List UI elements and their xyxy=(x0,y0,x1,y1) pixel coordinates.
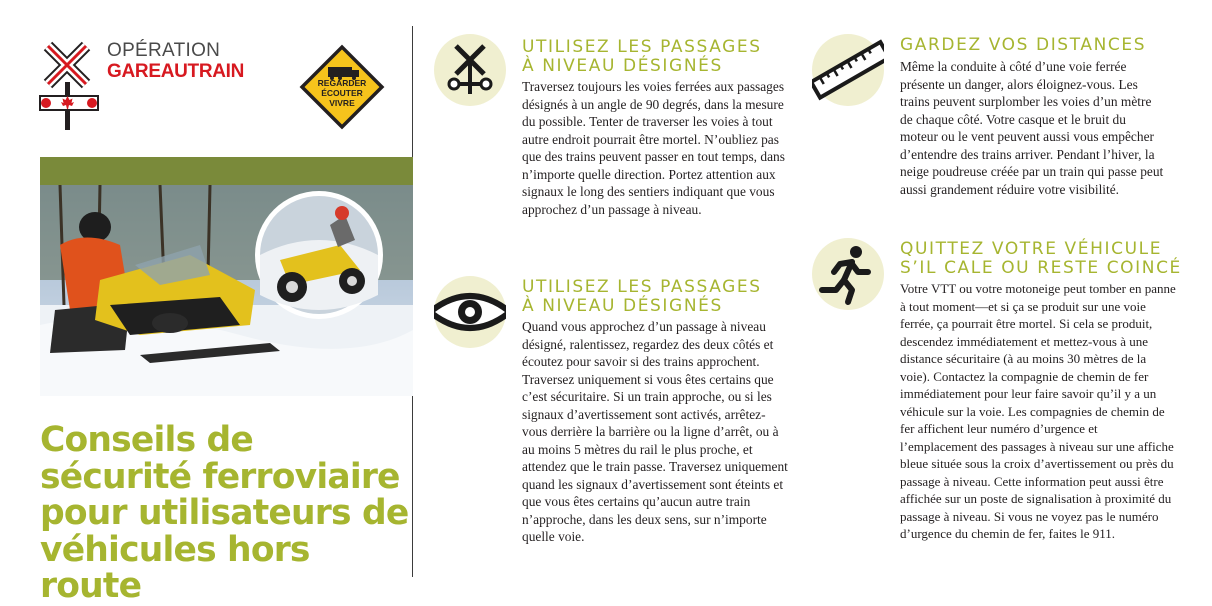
sign-text xyxy=(297,78,387,108)
section-1-body: Traversez toujours les voies ferrées aux passages désignés à un angle de 90 degrés, dans la mesure du possible. Tenter de traverser les voies à tout autre endroit pourrait être mortel. N’oubliez pas que des trains peuvent passer en tout temps, dans n’importe quelle direction. Portez attention aux signaux le long des sentiers indiquant que vous approchez d’un passage à niveau. xyxy=(522,79,785,217)
snowmobile-atv-photo xyxy=(40,185,413,396)
section-3-icon-bg xyxy=(812,34,884,106)
section-1-icon-bg xyxy=(434,34,506,106)
railway-crossing-icon xyxy=(434,34,506,106)
ruler-icon xyxy=(812,34,884,106)
section-4-icon-bg xyxy=(812,238,884,310)
section-2-icon-bg xyxy=(434,276,506,348)
section-3-body: Même la conduite à côté d’une voie ferrée présente un danger, alors éloignez-vous. Les trains peuvent surplomber les voies d’un mètre de chaque côté. Votre casque et le bruit du moteur ou le vent peuvent aussi vous empêcher d’entendre des trains arriver. Pendant l’hiver, la neige poudreuse créée par un train qui passe peut aussi grandement réduire votre visibilité. xyxy=(900,59,1164,197)
section-4-body: Votre VTT ou votre motoneige peut tomber en panne à tout moment—et si ça se produit sur une voie ferrée, ça pourrait être mortel. Si cela se produit, descendez immédiatement et mettez-vous à une distance sécuritaire (à au moins 30 mètres de la voie). Contactez la compagnie de chemin de fer immédiatement pour leur faire savoir qu’il y a un véhicule sur la voie. Les compagnies de chemin de fer affichent leur numéro d’urgence et l’emplacement des passages à niveau sur une affiche bleue située sous la croix d’avertissement ou près du passage à niveau. Cette information peut aussi être affichée sur un poste de signalisation à proximité du passage à niveau. Si vous ne voyez pas le numéro d’urgence du chemin de fer, faites le 911. xyxy=(900,281,1176,541)
section-4-title: QUITTEZ VOTRE VÉHICULE S’IL CALE OU RESTE COINCÉ xyxy=(900,239,1182,278)
section-1-title: UTILISEZ LES PASSAGES À NIVEAU DÉSIGNÉS xyxy=(522,37,762,76)
main-title: Conseils de sécurité ferroviaire pour utilisateurs de véhicules hors route xyxy=(40,420,409,606)
section-2-title: UTILISEZ LES PASSAGES À NIVEAU DÉSIGNÉS xyxy=(522,277,762,316)
logo-text-gareautrain: GAREAUTRAIN xyxy=(107,61,245,82)
sign-line-3: VIVRE xyxy=(329,98,355,108)
sign-line-2: ÉCOUTER xyxy=(321,88,363,98)
section-2-body: Quand vous approchez d’un passage à niveau désigné, ralentissez, regardez des deux côtés et écoutez pour savoir si des trains approchent. Traversez uniquement si vous êtes certains que c’est sécuritaire. Si un train approche, ou si les signaux d’avertissement sont activés, arrêtez-vous derrière la barrière ou la ligne d’arrêt, ou à au moins 5 mètres du rail le plus proche, et attendez que le train passe. Traversez uniquement quand les signaux d’avertissement sont éteints et que vous êtes certains qu’aucun autre train n’approche, dans les deux sens, sur n’importe quelle voie. xyxy=(522,319,788,544)
section-3-title: GARDEZ VOS DISTANCES xyxy=(900,35,1147,55)
eye-icon xyxy=(434,276,506,348)
photo-top-band xyxy=(40,157,413,185)
logo-text-operation: OPÉRATION xyxy=(107,40,221,61)
running-person-icon xyxy=(812,238,884,310)
sign-line-1: REGARDER xyxy=(317,78,367,88)
